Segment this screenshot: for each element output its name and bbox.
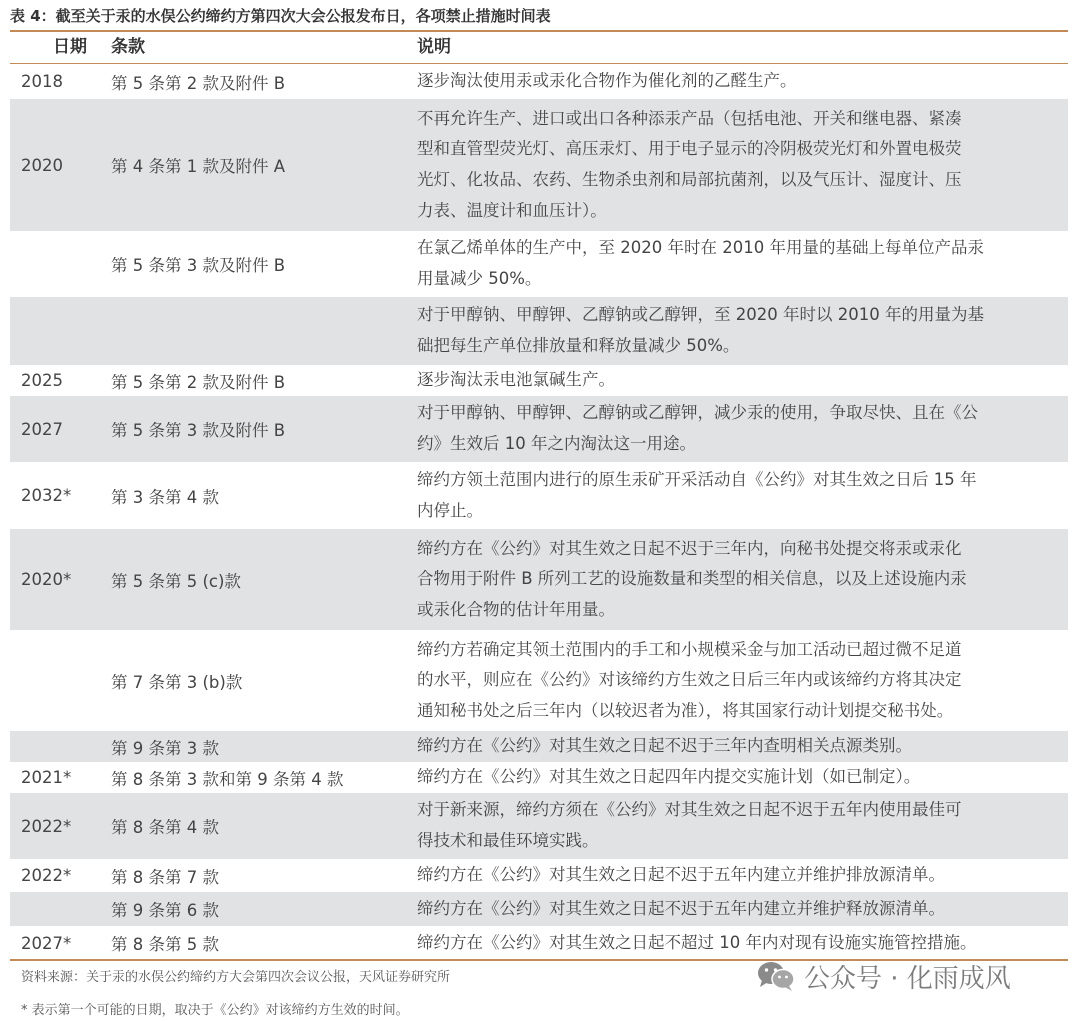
cell-date: 2025 xyxy=(21,371,63,390)
cell-date xyxy=(21,731,111,762)
table-row xyxy=(10,64,1068,98)
cell-clause: 第 3 条第 4 款 xyxy=(111,487,219,507)
cell-clause: 第 9 条第 6 款 xyxy=(111,901,219,920)
table-row xyxy=(10,792,1068,859)
table-row xyxy=(10,296,1068,365)
cell-description: 对于新来源，缔约方须在《公约》对其生效之日起不迟于五年内使用最佳可 得技术和最佳环境实践。 xyxy=(417,800,962,850)
table-row xyxy=(10,395,1068,462)
table-row xyxy=(10,762,1068,792)
cell-clause xyxy=(111,297,417,365)
cell-clause: 第 8 条第 5 款 xyxy=(111,935,219,954)
table-row xyxy=(10,528,1068,630)
cell-date: 2018 xyxy=(21,72,63,91)
footnote: * 表示第一个可能的日期，取决于《公约》对该缔约方生效的时间。 xyxy=(21,1003,409,1018)
cell-date: 2020* xyxy=(21,570,72,589)
cell-clause: 第 8 条第 4 款 xyxy=(111,818,219,837)
table-row xyxy=(10,730,1068,762)
cell-date: 2032* xyxy=(21,486,72,505)
cell-date xyxy=(21,631,111,730)
cell-clause: 第 4 条第 1 款及附件 A xyxy=(111,157,286,176)
cell-description: 缔约方在《公约》对其生效之日起四年内提交实施计划（如已制定）。 xyxy=(417,767,921,787)
cell-date xyxy=(21,232,111,296)
cell-clause: 第 5 条第 3 款及附件 B xyxy=(111,256,286,275)
table-row xyxy=(10,859,1068,891)
table-row xyxy=(10,462,1068,528)
column-header-clause: 条款 xyxy=(111,37,145,57)
table-row xyxy=(10,891,1068,926)
source-note: 资料来源：关于汞的水俣公约缔约方大会第四次会议公报，天风证券研究所 xyxy=(21,970,451,985)
cell-description: 对于甲醇钠、甲醇钾、乙醇钠或乙醇钾，减少汞的使用，争取尽快、且在《公 约》生效后 10 年之内淘汰这一用途。 xyxy=(417,403,978,453)
column-header-description: 说明 xyxy=(417,37,451,57)
column-header-date: 日期 xyxy=(53,37,87,57)
cell-clause: 第 5 条第 2 款及附件 B xyxy=(111,372,286,392)
cell-clause: 第 8 条第 3 款和第 9 条第 4 款 xyxy=(111,769,344,789)
cell-clause: 第 5 条第 5 (c)款 xyxy=(111,571,241,591)
cell-description: 在氯乙烯单体的生产中，至 2020 年时在 2010 年用量的基础上每单位产品汞 用量减少 50%。 xyxy=(417,238,984,288)
cell-description: 缔约方在《公约》对其生效之日起不迟于五年内建立并维护排放源清单。 xyxy=(417,865,945,885)
cell-description: 缔约方在《公约》对其生效之日起不超过 10 年内对现有设施实施管控措施。 xyxy=(417,932,977,952)
table-row xyxy=(10,926,1068,959)
cell-date: 2021* xyxy=(21,768,72,787)
cell-date: 2027* xyxy=(21,933,72,953)
cell-description: 逐步淘汰使用汞或汞化合物作为催化剂的乙醛生产。 xyxy=(417,71,797,91)
cell-description: 对于甲醇钠、甲醇钾、乙醇钠或乙醇钾，至 2020 年时以 2010 年的用量为基 础把每生产单位排放量和释放量减少 50%。 xyxy=(417,305,984,355)
cell-description: 缔约方在《公约》对其生效之日起不迟于三年内，向秘书处提交将汞或汞化 合物用于附件 B 所列工艺的设施数量和类型的相关信息，以及上述设施内汞 或汞化合物的估计年用量。 xyxy=(417,538,967,619)
cell-date: 2027 xyxy=(21,419,63,439)
cell-clause: 第 5 条第 3 款及附件 B xyxy=(111,421,286,440)
cell-description: 不再允许生产、进口或出口各种添汞产品（包括电池、开关和继电器、紧凑 型和直管型荧光灯、高压汞灯、用于电子显示的冷阴极荧光灯和外置电极荧 光灯、化妆品、农药、生物杀虫剂和局部抗菌剂，以及气压计、湿度计、压 力表、温度计和血压计）。 xyxy=(417,108,962,220)
cell-clause: 第 7 条第 3 (b)款 xyxy=(111,672,243,692)
table-row xyxy=(10,365,1068,395)
table-row xyxy=(10,98,1068,231)
table-header xyxy=(10,32,1068,63)
cell-date xyxy=(21,297,111,365)
cell-description: 缔约方若确定其领土范围内的手工和小规模采金与加工活动已超过微不足道 的水平，则应在《公约》对该缔约方生效之日后三年内或该缔约方将其决定 通知秘书处之后三年内（以较迟者为准），将其国家行动计划提交秘书处。 xyxy=(417,639,962,720)
wechat-icon xyxy=(756,960,796,992)
cell-clause: 第 9 条第 3 款 xyxy=(111,738,219,758)
cell-clause: 第 5 条第 2 款及附件 B xyxy=(111,73,286,93)
cell-date: 2022* xyxy=(21,816,72,836)
cell-description: 缔约方领土范围内进行的原生汞矿开采活动自《公约》对其生效之日后 15 年 内停止。 xyxy=(417,469,977,520)
cell-description: 缔约方在《公约》对其生效之日起不迟于三年内查明相关点源类别。 xyxy=(417,736,912,756)
cell-date xyxy=(21,892,111,926)
watermark xyxy=(756,958,1011,994)
table-title: 表 4：截至关于汞的水俣公约缔约方第四次大会公报发布日，各项禁止措施时间表 xyxy=(10,7,551,25)
cell-date: 2022* xyxy=(21,866,72,885)
cell-description: 缔约方在《公约》对其生效之日起不迟于五年内建立并维护释放源清单。 xyxy=(417,898,945,918)
cell-date: 2020 xyxy=(21,155,63,175)
cell-clause: 第 8 条第 7 款 xyxy=(111,867,219,887)
cell-description: 逐步淘汰汞电池氯碱生产。 xyxy=(417,370,615,390)
table-row xyxy=(10,630,1068,730)
table-row xyxy=(10,231,1068,296)
watermark-text: 公众号 · 化雨成风 xyxy=(804,963,1011,994)
